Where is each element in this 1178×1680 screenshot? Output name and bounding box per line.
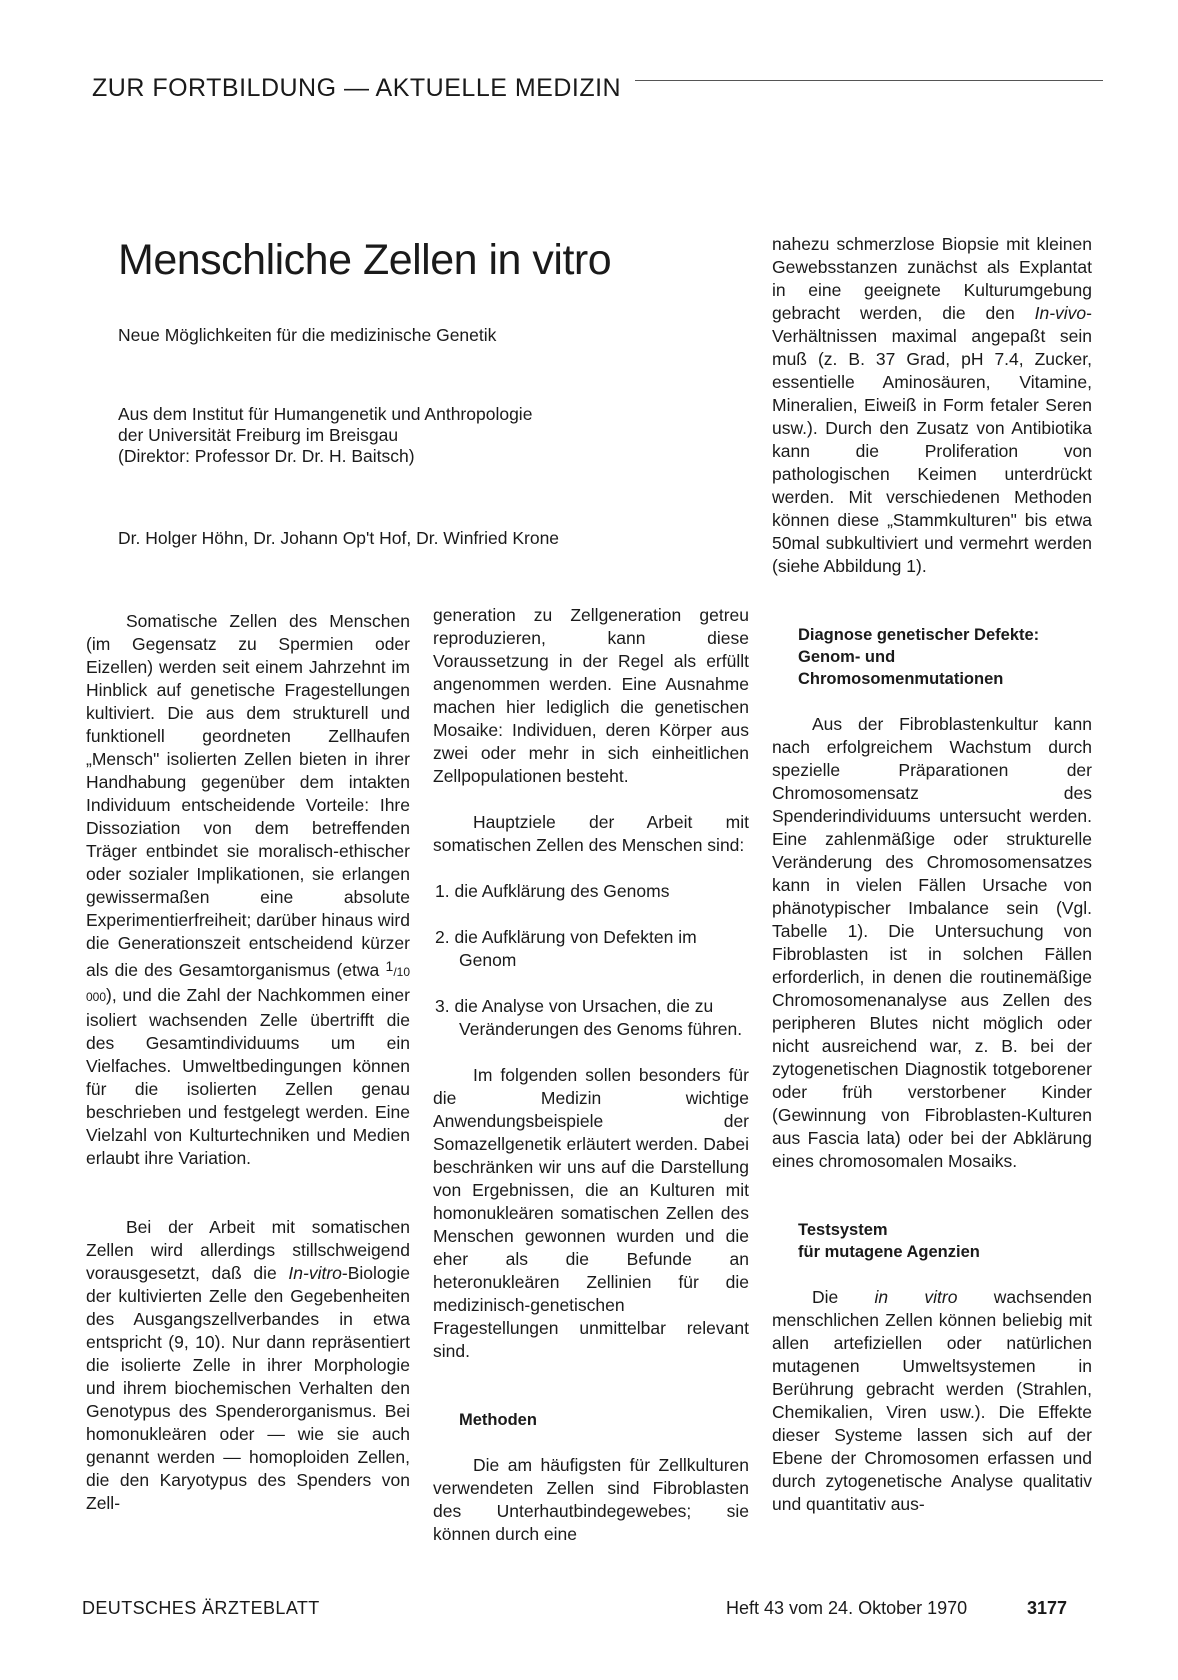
paragraph xyxy=(772,1286,1092,1516)
paragraph-text: ), und die Zahl der Nachkommen einer isoliert wachsenden Zelle übertrifft die des Gesamtindividuums um ein Vielfaches. Umweltbedingungen können für die isolierten Zellen genau beschrieben und festgelegt werden. Eine Vielzahl von Kulturtechniken und Medien erlaubt ihre Variation. xyxy=(86,985,410,1168)
list-item: 1. die Aufklärung des Genoms xyxy=(435,881,670,901)
paragraph: generation zu Zellgeneration getreu reproduzieren, kann diese Voraussetzung in der Regel als erfüllt angenommen werden. Eine Ausnahme machen hier lediglich die genetischen Mosaike: Individuen, deren Körper aus zwei oder mehr in sich einheitlichen Zellpopulationen besteht. xyxy=(433,605,749,786)
column-3 xyxy=(772,233,1092,1516)
italic-term: in vitro xyxy=(874,1287,958,1307)
paragraph-text: -Biologie der kultivierten Zelle den Gegebenheiten des Ausgangszellverbandes in etwa entspricht (9, 10). Nur dann repräsentiert die isolierte Zelle in ihrer Morphologie und ihrem biochemischen Verhalten den Genotypus des Spenderorganismus. Bei homonukleären oder — wie sie auch genannt werden — homoploiden Zellen, die den Karyotypus des Spenders von Zell- xyxy=(86,1263,410,1513)
heading-line: Genom- und xyxy=(798,648,896,666)
affiliation-line: der Universität Freiburg im Breisgau xyxy=(118,425,399,445)
heading-line: für mutagene Agenzien xyxy=(798,1243,980,1261)
journal-name: DEUTSCHES ÄRZTEBLATT xyxy=(82,1598,320,1618)
paragraph: Im folgenden sollen besonders für die Medizin wichtige Anwendungsbeispiele der Somazellgenetik erläutert werden. Dabei beschränken wir uns auf die Darstellung von Ergebnissen, die an Kulturen mit homonukleären somatischen Zellen des Menschen gewonnen wurden und die eher als die Befunde an heteronukleären Zellinien für die medizinisch-genetischen Fragestellungen unmittelbar relevant sind. xyxy=(433,1065,749,1361)
authors: Dr. Holger Höhn, Dr. Johann Op't Hof, Dr. Winfried Krone xyxy=(118,528,560,548)
heading-line: Chromosomenmutationen xyxy=(798,670,1004,688)
paragraph: Aus der Fibroblastenkultur kann nach erfolgreichem Wachstum durch spezielle Präparationen der Chromosomensatz des Spenderindividuums untersucht werden. Eine zahlenmäßige oder strukturelle Veränderung des Chromosomensatzes kann in vielen Fällen Ursache von phänotypischer Imbalance sein (Vgl. Tabelle 1). Die Untersuchung von Fibroblasten ist in solchen Fällen erforderlich, in denen die routinemäßige Chromosomenanalyse aus Zellen des peripheren Blutes nicht möglich oder nicht ausreichend war, z. B. bei der zytogenetischen Diagnostik totgeborener oder früh verstorbener Kinder (Gewinnung von Fibroblasten-Kulturen aus Fascia lata) oder bei der Abklärung eines chromosomalen Mosaiks. xyxy=(772,714,1092,1171)
section-heading xyxy=(772,1219,1092,1263)
page-number: 3177 xyxy=(1027,1598,1068,1618)
affiliation-line: (Direktor: Professor Dr. Dr. H. Baitsch) xyxy=(118,446,415,466)
affiliation xyxy=(118,404,532,467)
paragraph: Die am häufigsten für Zellkulturen verwendeten Zellen sind Fibroblasten des Unterhautbindegewebes; sie können durch eine xyxy=(433,1455,749,1544)
issue-info: Heft 43 vom 24. Oktober 1970 xyxy=(726,1598,968,1618)
list-item: 2. die Aufklärung von Defekten im Genom xyxy=(435,927,697,970)
paragraph xyxy=(86,1216,410,1515)
section-header: ZUR FORTBILDUNG — AKTUELLE MEDIZIN xyxy=(92,74,622,102)
paragraph-text: nahezu schmerzlose Biopsie mit kleinen Gewebsstanzen zunächst als Explantat in eine geeignete Kulturumgebung gebracht werden, die den xyxy=(772,234,1092,323)
article-title: Menschliche Zellen in vitro xyxy=(118,236,612,284)
paragraph xyxy=(86,610,410,1170)
column-1 xyxy=(86,610,410,1515)
italic-term: In-vitro xyxy=(288,1263,342,1283)
list-item: 3. die Analyse von Ursachen, die zu Veränderungen des Genoms führen. xyxy=(435,996,743,1039)
paragraph-text: -Verhältnissen maximal angepaßt sein muß (z. B. 37 Grad, pH 7.4, Zucker, essentielle Aminosäuren, Vitamine, Mineralien, Eiweiß in Form fetaler Seren usw.). Durch den Zusatz von Antibiotika kann die Proliferation von pathologischen Keimen unterdrückt werden. Mit verschiedenen Methoden können diese „Stammkulturen" bis etwa 50mal subkultiviert und vermehrt werden (siehe Abbildung 1). xyxy=(772,303,1092,576)
section-heading: Methoden xyxy=(459,1411,537,1429)
paragraph xyxy=(772,233,1092,578)
heading-line: Testsystem xyxy=(798,1221,888,1239)
fraction-denominator: /10 000 xyxy=(86,965,410,1004)
affiliation-line: Aus dem Institut für Humangenetik und Anthropologie xyxy=(118,404,533,424)
section-heading xyxy=(772,624,1092,690)
paragraph-text: wachsenden menschlichen Zellen können beliebig mit allen artefiziellen oder natürlichen mutagenen Umweltsystemen in Berührung gebracht werden (Strahlen, Chemikalien, Viren usw.). Die Effekte dieser Systeme lassen sich auf der Ebene der Chromosomen erfassen und durch zytogenetische Analyse qualitativ und quantitativ aus- xyxy=(772,1287,1093,1514)
italic-term: In-vivo xyxy=(1034,303,1087,323)
fraction-numerator: 1 xyxy=(385,958,394,974)
paragraph-text: Die xyxy=(812,1287,875,1307)
article-subtitle: Neue Möglichkeiten für die medizinische Genetik xyxy=(118,325,497,345)
column-2 xyxy=(433,604,749,1546)
header-rule xyxy=(635,80,1103,81)
paragraph-text: Somatische Zellen des Menschen (im Gegensatz zu Spermien oder Eizellen) werden seit einem Jahrzehnt im Hinblick auf genetische Fragestellungen kultiviert. Die aus dem strukturell und funktionell geordneten Zellhaufen „Mensch" isolierten Zellen bieten in ihrer Handhabung gegenüber dem intakten Individuum entscheidende Vorteile: Ihre Dissoziation von dem betreffenden Träger entbindet sie moralisch-ethischer oder sozialer Implikationen, sie erlangen gewissermaßen eine absolute Experimentierfreiheit; darüber hinaus wird die Generationszeit entscheidend kürzer als die des Gesamtorganismus (etwa xyxy=(86,611,410,980)
heading-line: Diagnose genetischer Defekte: xyxy=(798,626,1040,644)
paragraph-text: Bei der Arbeit mit somatischen Zellen wird allerdings stillschweigend vorausgesetzt, daß die xyxy=(86,1217,410,1283)
paragraph: Hauptziele der Arbeit mit somatischen Zellen des Menschen sind: xyxy=(433,812,749,855)
